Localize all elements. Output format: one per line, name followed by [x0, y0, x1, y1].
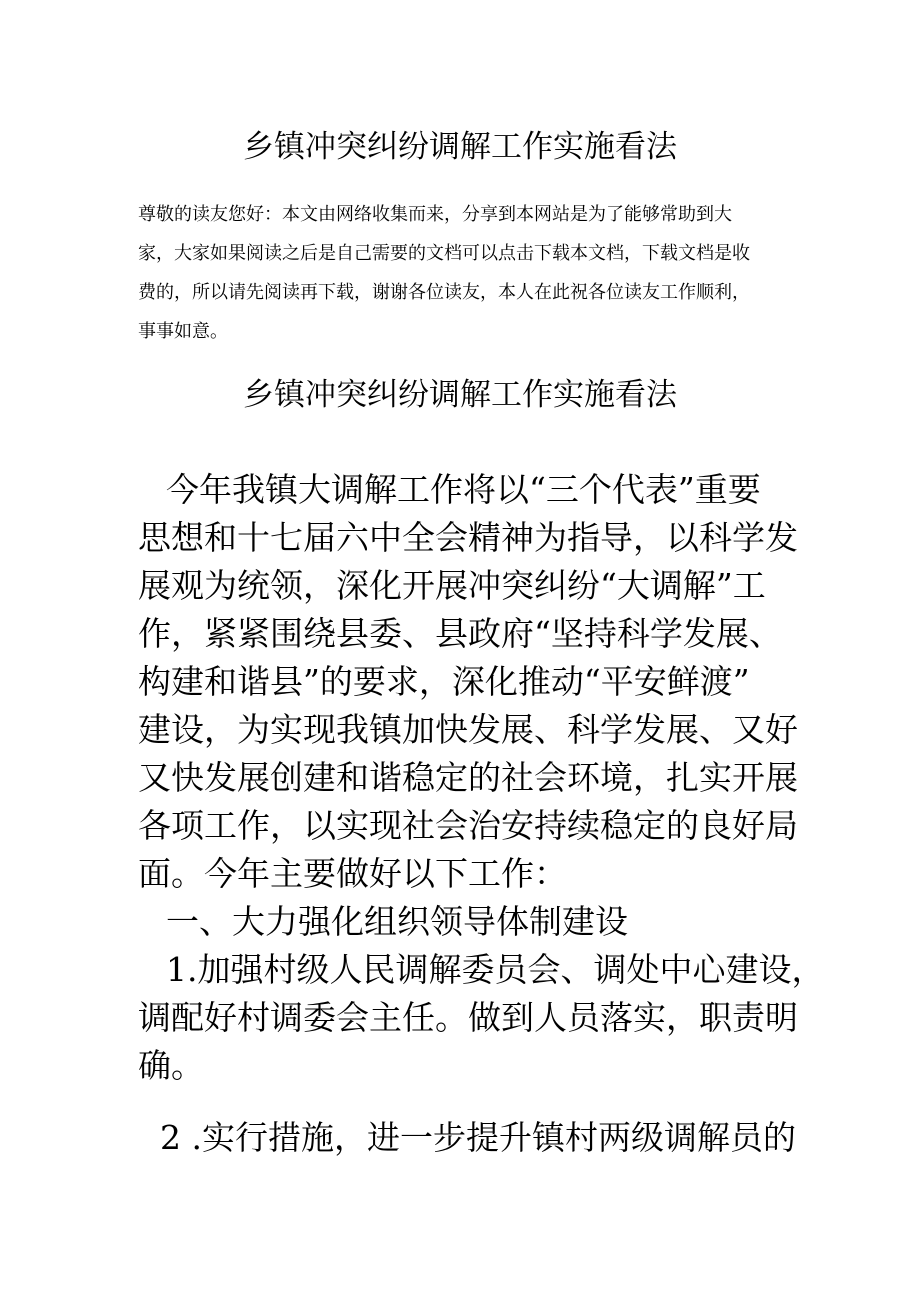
- paragraph-line: 今年我镇大调解工作将以“三个代表”重要: [166, 470, 761, 509]
- list-item-line: 调配好村调委会主任。做到人员落实，职责明: [138, 998, 798, 1037]
- notice-line: 尊敬的读友您好：本文由网络收集而来，分享到本网站是为了能够常助到大: [138, 204, 732, 225]
- paragraph-line: 作，紧紧围绕县委、县政府“坚持科学发展、: [138, 614, 782, 653]
- list-item-line: 确。: [138, 1046, 204, 1085]
- notice-line: 事事如意。: [138, 321, 228, 342]
- paragraph-line: 思想和十七届六中全会精神为指导，以科学发: [138, 518, 798, 557]
- page-title: 乡镇冲突纠纷调解工作实施看法: [243, 129, 677, 165]
- article-title: 乡镇冲突纠纷调解工作实施看法: [243, 377, 677, 413]
- paragraph-line: 面。今年主要做好以下工作：: [138, 854, 567, 893]
- paragraph-line: 又快发展创建和谐稳定的社会环境，扎实开展: [138, 758, 798, 797]
- paragraph-line: 展观为统领，深化开展冲突纠纷“大调解”工: [138, 566, 766, 605]
- section-heading: 一、大力强化组织领导体制建设: [166, 902, 628, 941]
- list-item-line: 2 .实行措施，进一步提升镇村两级调解员的: [160, 1118, 796, 1157]
- list-item-line: 1.加强村级人民调解委员会、调处中心建设，: [166, 950, 825, 989]
- notice-line: 家，大家如果阅读之后是自己需要的文档可以点击下载本文档，下载文档是收: [138, 243, 750, 264]
- paragraph-line: 建设，为实现我镇加快发展、科学发展、又好: [138, 710, 798, 749]
- notice-line: 费的，所以请先阅读再下载，谢谢各位读友，本人在此祝各位读友工作顺利，: [138, 282, 750, 303]
- paragraph-line: 各项工作，以实现社会治安持续稳定的良好局: [138, 806, 798, 845]
- paragraph-line: 构建和谐县”的要求，深化推动“平安鲜渡”: [138, 662, 750, 701]
